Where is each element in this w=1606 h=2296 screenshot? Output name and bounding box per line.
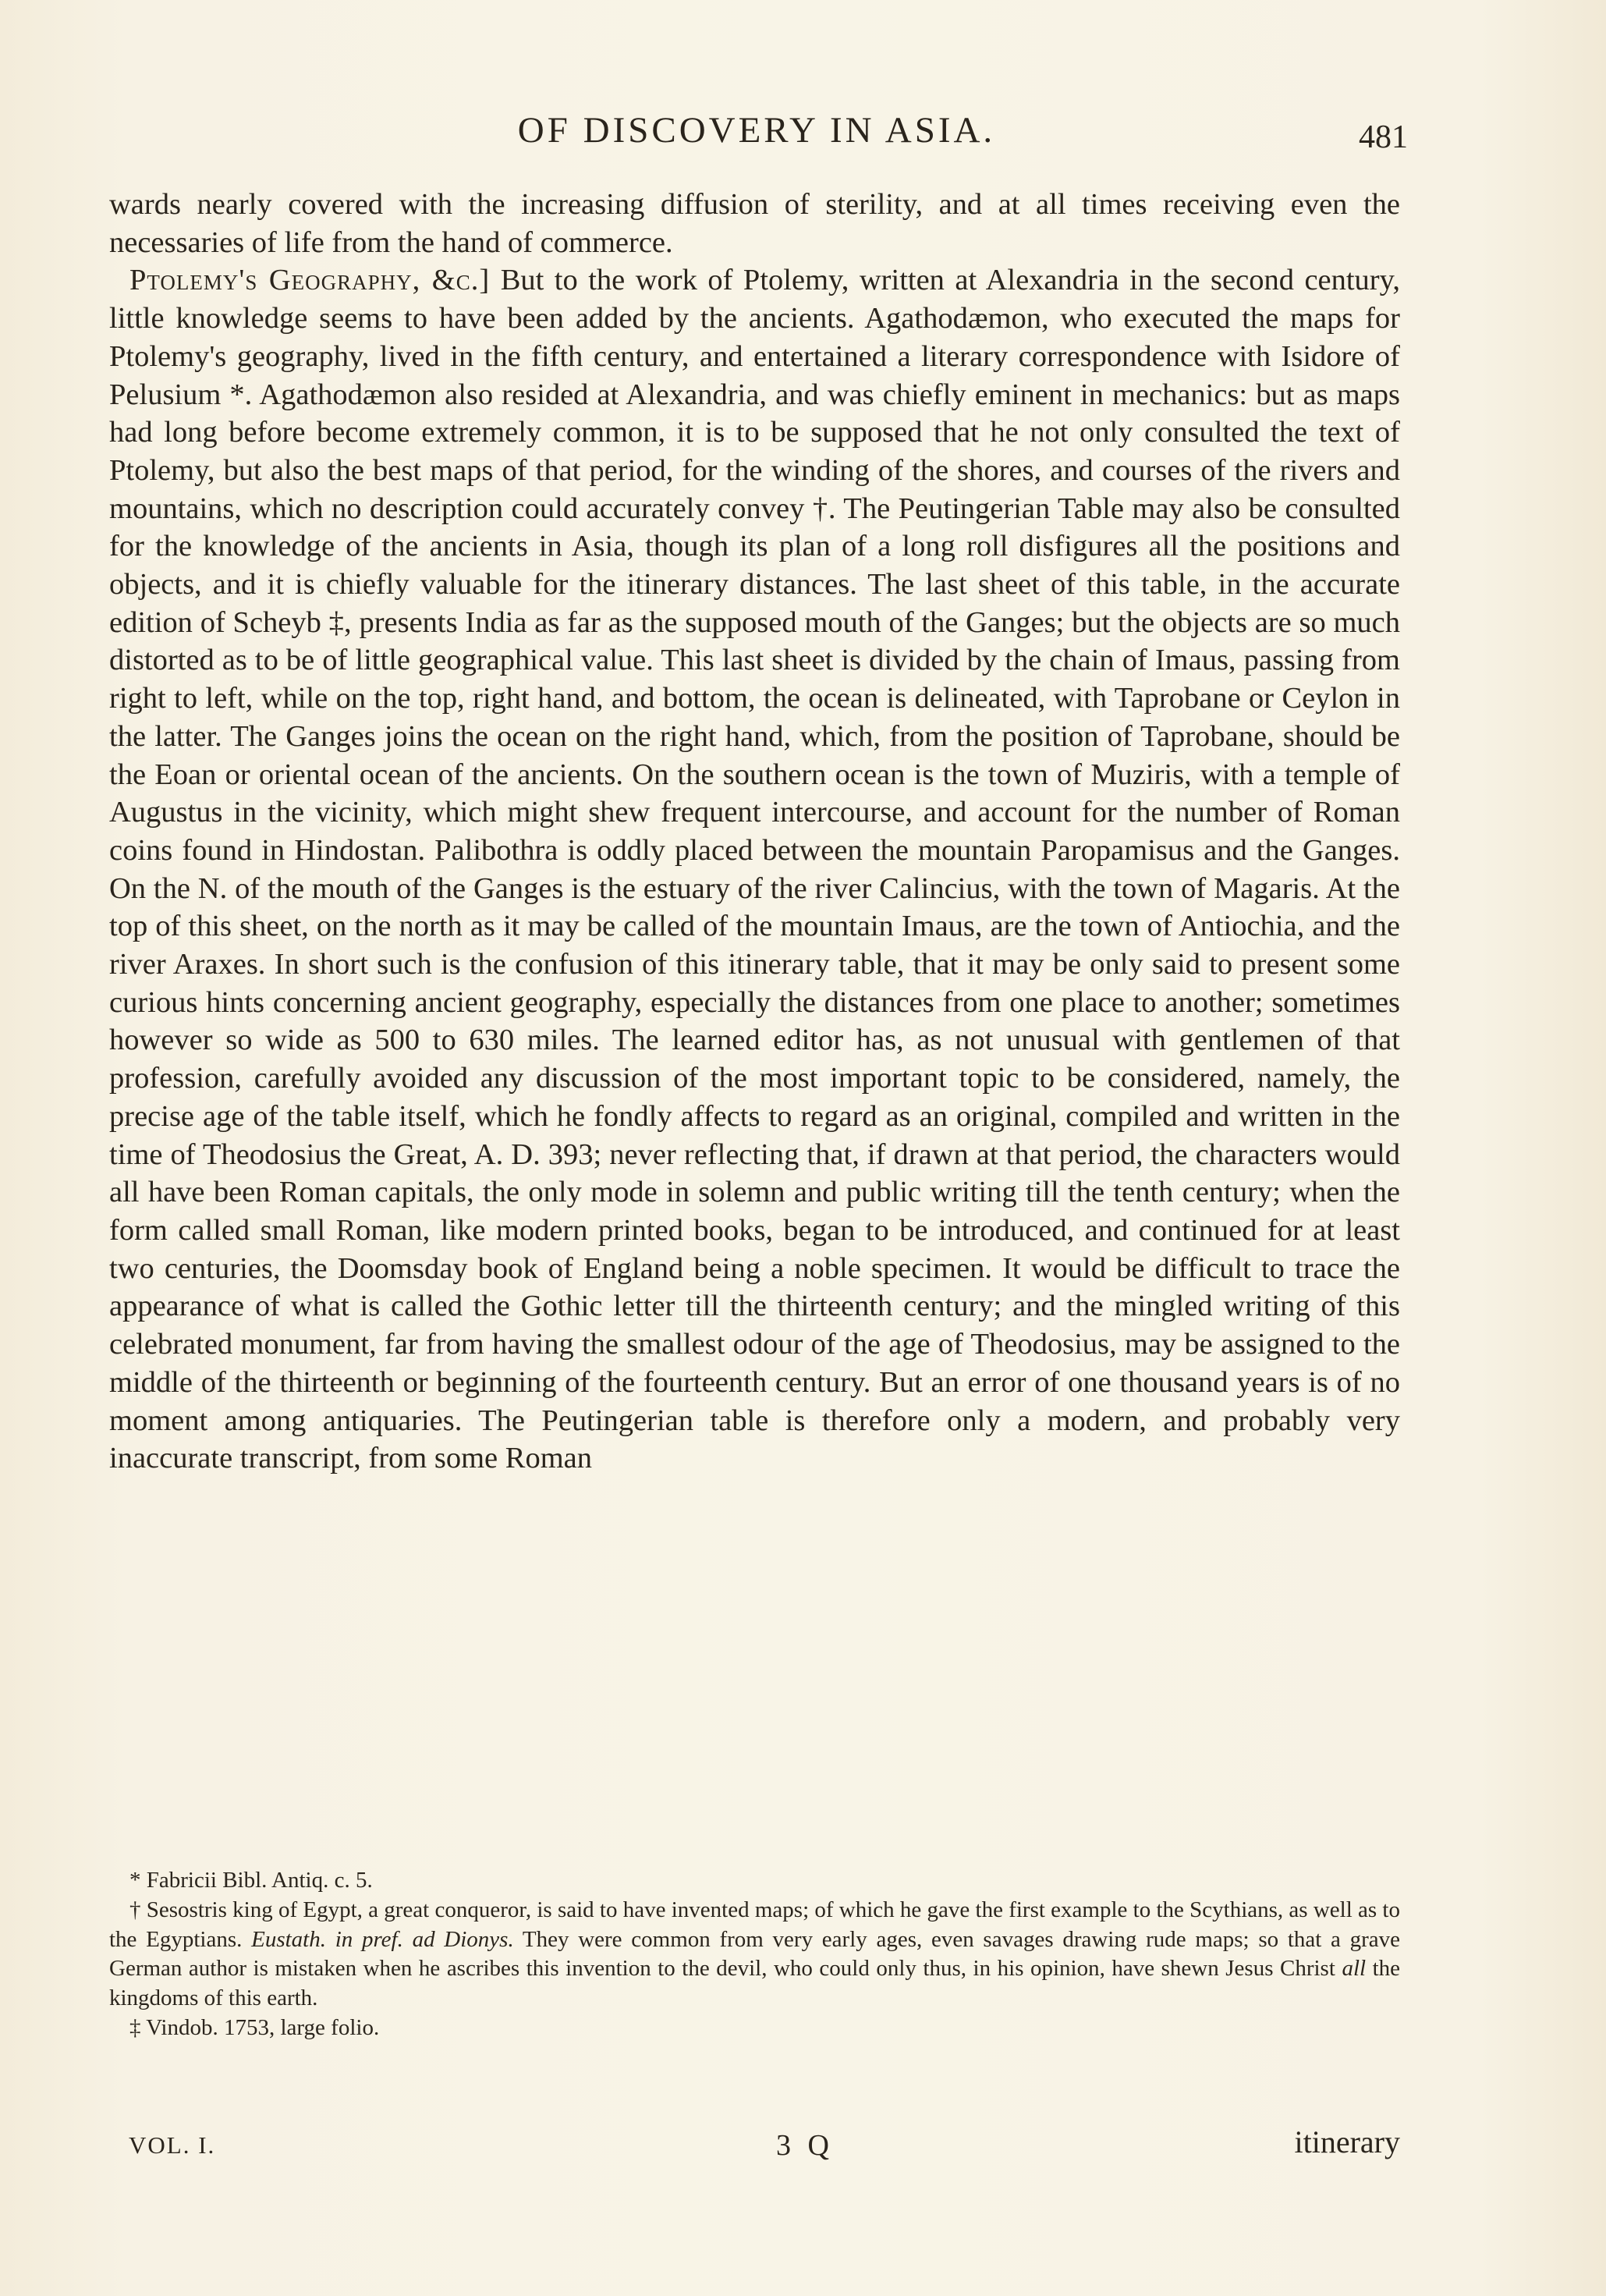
page-number: 481	[1359, 119, 1408, 155]
page-header	[109, 109, 1408, 164]
footnote-2-text-b: They were common from very early ages, even savages drawing rude maps; so that a grave German author is mistaken when he ascribes this invention to the devil, who could only thus, in his opinion, have shewn Jesus Christ	[109, 1926, 1401, 1982]
paragraph-continuation: wards nearly covered with the increasing diffusion of sterility, and at all times receiving even the necessaries of life from the hand of commerce.	[109, 188, 1400, 259]
footnote-2-emphasis: all	[1342, 1956, 1367, 1982]
paragraph-text: But to the work of Ptolemy, written at Alexandria in the second century, little knowledge seems to have been added by the ancients. Agathodæmon, who executed the maps for Ptolemy's geography, lived in the fifth century, and entertained a literary correspondence with Isidore of Pelusium *. Agathodæmon also resided at Alexandria, and was chiefly eminent in mechanics: but as maps had long before become extremely common, it is to be supposed that he not only consulted the text of Ptolemy, but also the best maps of that period, for the winding of the shores, and courses of the rivers and mountains, which no description could accurately convey †. The Peutingerian Table may also be consulted for the knowledge of the ancients in Asia, though its plan of a long roll disfigures all the positions and objects, and it is chiefly valuable for the itinerary distances. The last sheet of this table, in the accurate edition of Scheyb ‡, presents India as far as the supposed mouth of the Ganges; but the objects are so much distorted as to be of little geographical value. This last sheet is divided by the chain of Imaus, passing from right to left, while on the top, right hand, and bottom, the ocean is delineated, with Taprobane or Ceylon in the latter. The Ganges joins the ocean on the right hand, which, from the position of Taprobane, should be the Eoan or oriental ocean of the ancients. On the southern ocean is the town of Muziris, with a temple of Augustus in the vicinity, which might shew frequent intercourse, and account for the number of Roman coins found in Hindostan. Palibothra is oddly placed between the mountain Paropamisus and the Ganges. On the N. of the mouth of the Ganges is the estuary of the river Calincius, with the town of Magaris. At the top of this sheet, on the north as it may be called of the mountain Imaus, are the town of Antiochia, and the river Araxes. In short such is the confusion of this itinerary table, that it may be only said to present some curious hints concerning ancient geography, especially the distances from one place to another; sometimes however so wide as 500 to 630 miles. The learned editor has, as not unusual with gentlemen of that profession, carefully avoided any discussion of the most important topic to be considered, namely, the precise age of the table itself, which he fondly affects to regard as an original, compiled and written in the time of Theodosius the Great, A. D. 393; never reflecting that, if drawn at that period, the characters would all have been Roman capitals, the only mode in solemn and public writing till the tenth century; when the form called small Roman, like modern printed books, began to be introduced, and continued for at least two centuries, the Doomsday book of England being a noble specimen. It would be difficult to trace the appearance of what is called the Gothic letter till the thirteenth century; and the mingled writing of this celebrated monument, far from having the smallest odour of the age of Theodosius, may be assigned to the middle of the thirteenth or beginning of the fourteenth century. But an error of one thousand years is of no moment among antiquaries. The Peutingerian table is therefore only a modern, and probably very inaccurate transcript, from some Roman	[109, 264, 1401, 1475]
volume-label: VOL. I.	[129, 2131, 216, 2159]
footnote-2-text-c: the kingdoms of this earth.	[109, 1956, 1401, 2011]
paragraph-ptolemy	[109, 261, 1400, 1478]
signature-mark: 3 Q	[776, 2129, 834, 2162]
footnote-2-citation: Eustath. in pref. ad Dionys.	[251, 1926, 514, 1952]
footnote-2-text-a: † Sesostris king of Egypt, a great conqueror, is said to have invented maps; of which he gave the first example to the Scythians, as well as to the Egyptians.	[109, 1897, 1400, 1952]
footnotes	[109, 1866, 1400, 2043]
footnote-2	[109, 1896, 1400, 2014]
running-head: OF DISCOVERY IN ASIA.	[517, 110, 996, 151]
catchword: itinerary	[1294, 2124, 1400, 2159]
page-footer	[109, 2124, 1400, 2170]
side-heading: Ptolemy's Geography, &c.]	[129, 264, 491, 297]
footnote-1: * Fabricii Bibl. Antiq. c. 5.	[129, 1868, 373, 1893]
body-text	[109, 186, 1400, 1478]
footnote-3: ‡ Vindob. 1753, large folio.	[129, 2014, 380, 2040]
